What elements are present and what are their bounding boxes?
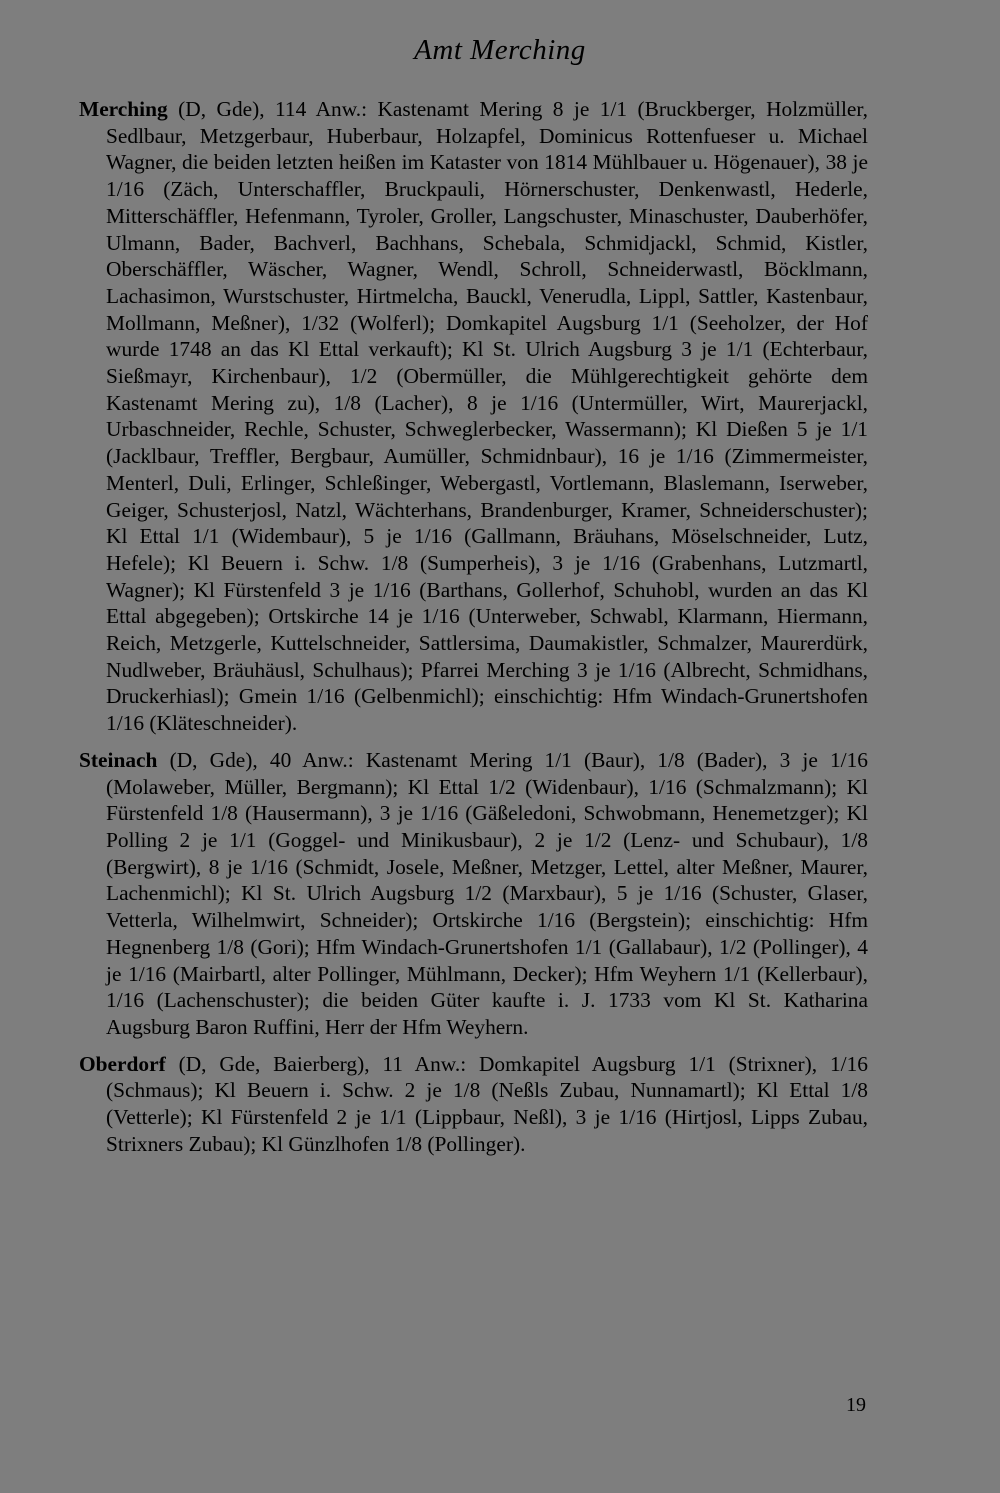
running-header: Amt Merching (414, 34, 586, 66)
place-name: Oberdorf (79, 1051, 166, 1076)
entry-merching (79, 96, 868, 737)
place-name: Merching (79, 97, 168, 121)
place-name: Steinach (79, 747, 158, 772)
entry-text: (D, Gde, Baierberg), 11 Anw.: Domkapitel Augsburg 1/1 (Strixner), 1/16 (Schmaus); Kl Beuern i. Schw. 2 je 1/8 (Neßls Zubau, Nunnamartl); Kl Ettal 1/8 (Vetterle); Kl Fürstenfeld 2 je 1/1 (Lippbaur, Neßl), 3 je 1/16 (Hirtjosl, Lipps Zubau, Strixners Zubau); Kl Günzlhofen 1/8 (Pollinger). (106, 1051, 868, 1156)
body-text (79, 96, 868, 1167)
entry-oberdorf (79, 1051, 868, 1158)
entry-text: (D, Gde), 40 Anw.: Kastenamt Mering 1/1 (Baur), 1/8 (Bader), 3 je 1/16 (Molaweber, Müller, Bergmann); Kl Ettal 1/2 (Widenbaur), 1/16 (Schmalzmann); Kl Fürstenfeld 1/8 (Hausermann), 3 je 1/16 (Gäßeledoni, Schwobmann, Henemetzger); Kl Polling 2 je 1/1 (Goggel- und Minikusbaur), 2 je 1/2 (Lenz- und Schubaur), 1/8 (Bergwirt), 8 je 1/16 (Schmidt, Josele, Meßner, Metzger, Lettel, alter Meßner, Maurer, Lachenmichl); Kl St. Ulrich Augsburg 1/2 (Marxbaur), 5 je 1/16 (Schuster, Glaser, Vetterla, Wilhelmwirt, Schneider); Ortskirche 1/16 (Bergstein); einschichtig: Hfm Hegnenberg 1/8 (Gori); Hfm Windach-Grunertshofen 1/1 (Gallabaur), 1/2 (Pollinger), 4 je 1/16 (Mairbartl, alter Pollinger, Mühlmann, Decker); Hfm Weyhern 1/1 (Kellerbaur), 1/16 (Lachenschuster); die beiden Güter kaufte i. J. 1733 vom Kl St. Katharina Augsburg Baron Ruffini, Herr der Hfm Weyhern. (106, 747, 868, 1039)
entry-text: (D, Gde), 114 Anw.: Kastenamt Mering 8 je 1/1 (Bruckberger, Holzmüller, Sedlbaur, Metzgerbaur, Huberbaur, Holzapfel, Dominicus Rottenfueser u. Michael Wagner, die beiden letzten heißen im Kataster von 1814 Mühlbauer u. Högenauer), 38 je 1/16 (Zäch, Unterschaffler, Bruckpauli, Hörnerschuster, Denkenwastl, Hederle, Mitterschäffler, Hefenmann, Tyroler, Groller, Langschuster, Minaschuster, Dauberhöfer, Ulmann, Bader, Bachverl, Bachhans, Schebala, Schmidjackl, Schmid, Kistler, Oberschäffler, Wäscher, Wagner, Wendl, Schroll, Schneiderwastl, Böcklmann, Lachasimon, Wurstschuster, Hirtmelcha, Bauckl, Venerudla, Lippl, Sattler, Kastenbaur, Mollmann, Meßner), 1/32 (Wolferl); Domkapitel Augsburg 1/1 (Seeholzer, der Hof wurde 1748 an das Kl Ettal verkauft); Kl St. Ulrich Augsburg 3 je 1/1 (Echterbaur, Sießmayr, Kirchenbaur), 1/2 (Obermüller, die Mühlgerechtigkeit gehörte dem Kastenamt Mering zu), 1/8 (Lacher), 8 je 1/16 (Untermüller, Wirt, Maurerjackl, Urbaschneider, Rechle, Schuster, Schweglerbecker, Wassermann); Kl Dießen 5 je 1/1 (Jacklbaur, Treffler, Bergbaur, Aumüller, Schmidnbaur), 16 je 1/16 (Zimmermeister, Menterl, Duli, Erlinger, Schleßinger, Webergastl, Vortlemann, Blaslemann, Iserweber, Geiger, Schusterjosl, Natzl, Wächterhans, Brandenburger, Kramer, Schneiderschuster); Kl Ettal 1/1 (Widembaur), 5 je 1/16 (Gallmann, Bräuhans, Möselschneider, Lutz, Hefele); Kl Beuern i. Schw. 1/8 (Sumperheis), 3 je 1/16 (Grabenhans, Lutzmartl, Wagner); Kl Fürstenfeld 3 je 1/16 (Barthans, Gollerhof, Schuhobl, wurden an das Kl Ettal abgegeben); Ortskirche 14 je 1/16 (Unterweber, Schwabl, Klarmann, Hiermann, Reich, Metzgerle, Kuttelschneider, Sattlersima, Daumakistler, Schmalzer, Maurerdürk, Nudlweber, Bräuhäusl, Schulhaus); Pfarrei Merching 3 je 1/16 (Albrecht, Schmidhans, Druckerhiasl); Gmein 1/16 (Gelbenmichl); einschichtig: Hfm Windach-Grunertshofen 1/16 (Kläteschneider). (106, 97, 868, 736)
entry-steinach (79, 747, 868, 1041)
page-number: 19 (846, 1394, 866, 1416)
